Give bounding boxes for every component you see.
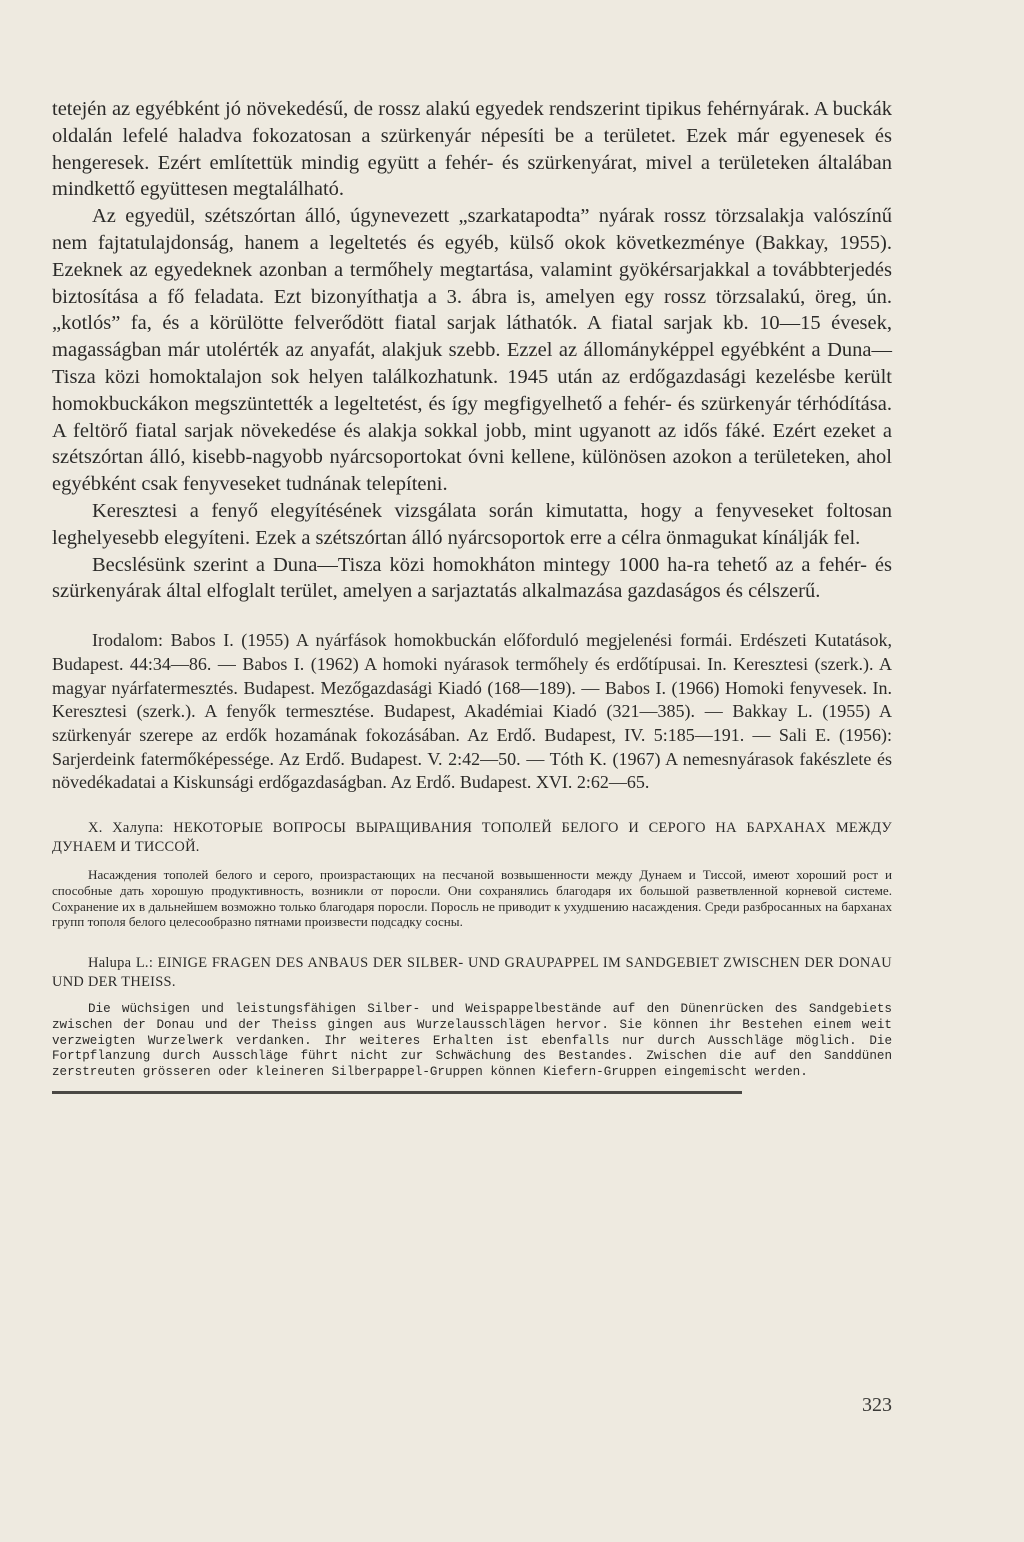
end-rule xyxy=(52,1091,742,1094)
summary-german-title: Halupa L.: EINIGE FRAGEN DES ANBAUS DER SILBER- UND GRAUPAPPEL IM SANDGEBIET ZWISCHEN DER DONAU UND DER THEISS. xyxy=(52,955,892,991)
page-content xyxy=(52,96,892,1094)
paragraph-1: tetején az egyébként jó növekedésű, de rossz alakú egyedek rendszerint tipikus fehérnyárak. A buckák oldalán lefelé haladva fokozatosan a szürkenyár népesíti be a területet. Ezek már egyenesek és hengeresek. Ezért említettük mindig együtt a fehér- és szürkenyárat, mivel a területeken általában mindkettő együttesen megtalálható. xyxy=(52,98,892,201)
main-text xyxy=(52,96,892,605)
page-number: 323 xyxy=(862,1394,892,1416)
paragraph-4: Becslésünk szerint a Duna—Tisza közi homokháton mintegy 1000 ha-ra tehető az a fehér- és szürkenyárak által elfoglalt terület, amelyen a sarjaztatás alkalmazása gazdaságos és célszerű. xyxy=(52,553,892,603)
paragraph-3: Keresztesi a fenyő elegyítésének vizsgálata során kimutatta, hogy a fenyveseket foltosan leghelyesebb elegyíteni. Ezek a szétszórtan álló nyárcsoportok erre a célra önmagukat kínálják fel. xyxy=(52,499,892,549)
summary-russian xyxy=(52,819,892,930)
summary-russian-title: Х. Халупа: НЕКОТОРЫЕ ВОПРОСЫ ВЫРАЩИВАНИЯ ТОПОЛЕЙ БЕЛОГО И СЕРОГО НА БАРХАНАХ МЕЖДУ ДУНАЕМ И ТИССОЙ. xyxy=(52,820,892,856)
literature-references: Irodalom: Babos I. (1955) A nyárfások homokbuckán előforduló megjelenési formái. Erdészeti Kutatások, Budapest. 44:34—86. — Babos I. (1962) A homoki nyárasok termőhely és erdőtípusai. In. Keresztesi (szerk.). A magyar nyárfatermesztés. Budapest. Mezőgazdasági Kiadó (168—189). — Babos I. (1966) Homoki fenyvesek. In. Keresztesi (szerk.). A fenyők termesztése. Budapest, Akadémiai Kiadó (321—385). — Bakkay L. (1955) A szürkenyár szerepe az erdők hozamának fokozásában. Az Erdő. Budapest, IV. 5:185—191. — Sali E. (1956): Sarjerdeink fatermőképessége. Az Erdő. Budapest. V. 2:42—50. — Tóth K. (1967) A nemesnyárasok fakészlete és növedékadatai a Kiskunsági erdőgazdaságban. Az Erdő. Budapest. XVI. 2:62—65. xyxy=(52,630,892,793)
summary-german xyxy=(52,954,892,1081)
summary-russian-body: Насаждения тополей белого и серого, произрастающих на песчаной возвышенности между Дунаем и Тиссой, имеют хороший рост и способные дать хорошую продуктивность, возникли от поросли. Они сохранялись благодаря их большой разветвленной корневой системе. Сохранение их в дальнейшем возможно только благодаря поросли. Поросль не приводит к ухудшению насаждения. Среди разбросанных на барханах групп тополя белого целесообразно пятнами произвести подсадку сосны. xyxy=(52,867,892,930)
paragraph-2: Az egyedül, szétszórtan álló, úgynevezett „szarkatapodta” nyárak rossz törzsalakja valószínű nem fajtatulajdonság, hanem a legeltetés és egyéb, külső okok következménye (Bakkay, 1955). Ezeknek az egyedeknek azonban a termőhely megtartása, valamint gyökérsarjakkal a továbbterjedés biztosítása a fő feladata. Ezt bizonyíthatja a 3. ábra is, amelyen egy rossz törzsalakú, öreg, ún. „kotlós” fa, és a körülötte felverődött fiatal sarjak láthatók. A fiatal sarjak kb. 10—15 évesek, magasságban már utolérték az anyafát, alakjuk szebb. Ezzel az állományképpel egyébként a Duna—Tisza közi homoktalajon sok helyen találkozhatunk. 1945 után az erdőgazdasági kezelésbe került homokbuckákon megszüntették a legeltetést, és így megfigyelhető a fehér- és szürkenyár térhódítása. A feltörő fiatal sarjak növekedése és alakja sokkal jobb, mint ugyanott az idős fáké. Ezért ezeket a szétszórtan álló, kisebb-nagyobb nyárcsoportokat óvni kellene, különösen azokon a területeken, ahol egyébként csak fenyveseket tudnának telepíteni. xyxy=(52,205,892,496)
summary-german-body: Die wüchsigen und leistungsfähigen Silber- und Weispappelbestände auf den Dünenrücken des Sandgebiets zwischen der Donau und der Theiss gingen aus Wurzelausschlägen hervor. Sie können ihr Bestehen einem weit verzweigten Wurzelwerk verdanken. Ihr weiteres Erhalten ist ebenfalls nur durch Ausschläge möglich. Die Fortpflanzung durch Ausschläge führt nicht zur Schwächung des Bestandes. Zwischen die auf den Sanddünen zerstreuten grösseren oder kleineren Silberpappel-Gruppen können Kiefern-Gruppen eingemischt werden. xyxy=(52,1002,892,1080)
